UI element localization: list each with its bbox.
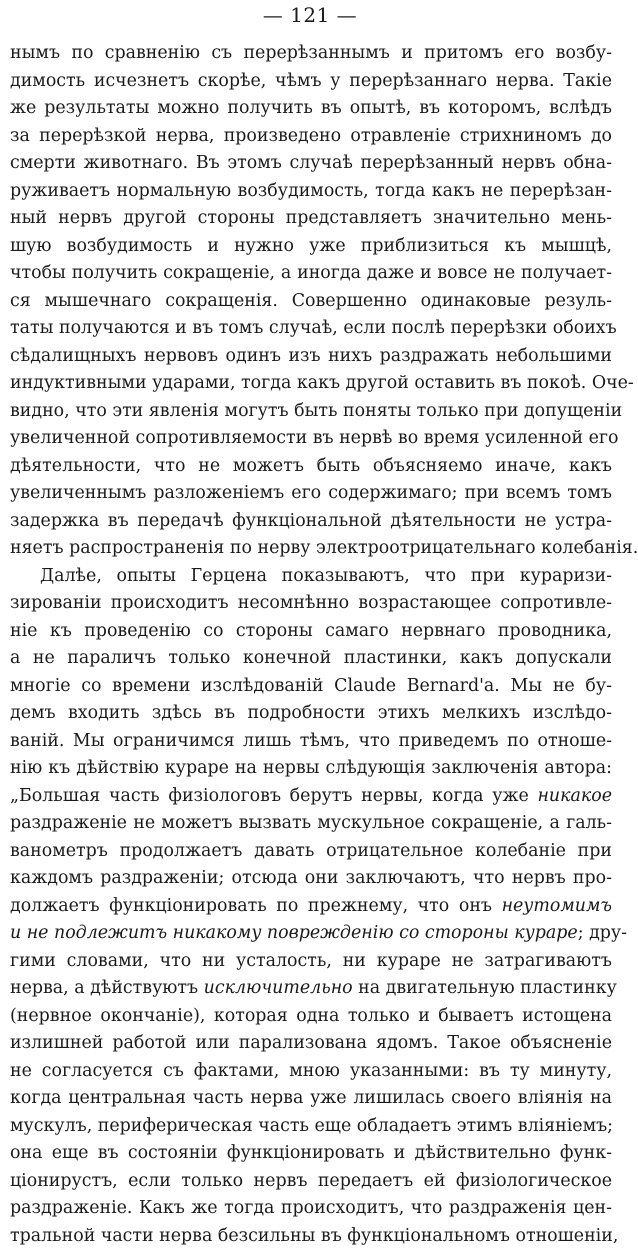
paragraph-start-line: Далѣе, опыты Герцена показываютъ, что при кураризи- — [10, 563, 612, 591]
text-line: руживаетъ нормальную возбудимость, тогда какъ не перерѣзан- — [10, 178, 612, 206]
text-line: когда центральная часть нерва уже лишилась своего вліянія на — [10, 1085, 612, 1113]
text-line: тральной части нерва безсильны въ функціональномъ отношеніи, — [10, 1223, 612, 1250]
quote-text: „Большая часть физіологовъ берутъ нервы, когда уже — [10, 786, 537, 806]
text-line: сѣдалищныхъ нервовъ одинъ изъ нихъ раздражать небольшими — [10, 343, 612, 371]
text-line: не согласуется съ фактами, мною указанными: въ ту минуту, — [10, 1058, 612, 1086]
paragraph-end-line: няетъ распространенія по нерву электроотрицательнаго колебанія. — [10, 535, 612, 563]
text-line: шую возбудимость и нужно уже приблизиться къ мышцѣ, — [10, 233, 612, 261]
text-line: нію къ дѣйствію кураре на нервы слѣдующія заключенія автора: — [10, 755, 612, 783]
text-line: за перерѣзкой нерва, произведено отравленіе стрихниномъ до — [10, 123, 612, 151]
text-line: видно, что эти явленія могутъ быть поняты только при допущеніи — [10, 398, 612, 426]
text-line: смерти животнаго. Въ этомъ случаѣ перерѣзанный нервъ обна- — [10, 150, 612, 178]
text-line: таты получаются и въ томъ случаѣ, если послѣ перерѣзки обоихъ — [10, 315, 612, 343]
body-text — [10, 40, 612, 1250]
text-line: гими словами, что ни усталость, ни кураре не затрагиваютъ — [10, 948, 612, 976]
italic-text: неутомимъ — [502, 896, 612, 916]
text-line: каждомъ раздраженіи; отсюда они заключаютъ, что нервъ про- — [10, 865, 612, 893]
text-line: излишней работой или парализована ядомъ. Такое объясненіе — [10, 1030, 612, 1058]
page-number: — 121 — — [0, 2, 620, 28]
text-line — [10, 920, 612, 948]
line-text: на двигательную пластинку — [353, 978, 617, 998]
italic-text: никакое — [537, 786, 612, 806]
text-line: а не параличъ только конечной пластинки, какъ допускали — [10, 645, 612, 673]
text-line: многіе со времени изслѣдованій Claude Bernard'а. Мы не бу- — [10, 673, 612, 701]
text-line: нымъ по сравненію съ перерѣзаннымъ и притомъ его возбу- — [10, 40, 612, 68]
text-line: ціонирустъ, если только нервъ передаетъ ей физіологическое — [10, 1168, 612, 1196]
text-line — [10, 893, 612, 921]
text-line: дѣятельности, что не можетъ быть объясняемо иначе, какъ — [10, 453, 612, 481]
text-line: (нервное окончаніе), которая одна только и бываетъ истощена — [10, 1003, 612, 1031]
text-line: ванометръ продолжаетъ давать отрицательное колебаніе при — [10, 838, 612, 866]
text-line: чтобы получить сокращеніе, а иногда даже и вовсе не получает- — [10, 260, 612, 288]
text-line: увеличеннымъ разложеніемъ его содержимаго; при всемъ томъ — [10, 480, 612, 508]
italic-text: и не подлежитъ никакому поврежденію со стороны кураре — [10, 923, 578, 943]
text-line: ніе къ проведенію со стороны самаго нервнаго проводника, — [10, 618, 612, 646]
text-line: мускулъ, периферическая часть еще обладаетъ этимъ вліяніемъ; — [10, 1113, 612, 1141]
text-line: раздраженіе. Какъ же тогда происходитъ, что раздраженія цен- — [10, 1195, 612, 1223]
text-line: задержка въ передачѣ функціональной дѣятельности не устра- — [10, 508, 612, 536]
text-line: раздраженіе не можетъ вызвать мускульное сокращеніе, а галь- — [10, 810, 612, 838]
text-line — [10, 783, 612, 811]
line-text: должаетъ функціонировать по прежнему, что онъ — [10, 896, 502, 916]
line-text: нерва, а дѣйствуютъ — [10, 978, 204, 998]
text-line: она еще въ состояніи функціонировать и дѣйствительно функ- — [10, 1140, 612, 1168]
text-line: зированіи происходитъ несомнѣнно возрастающее сопротивле- — [10, 590, 612, 618]
text-line: же результаты можно получить въ опытѣ, въ которомъ, вслѣдъ — [10, 95, 612, 123]
text-line: увеличенной сопротивляемости въ нервѣ во время усиленной его — [10, 425, 612, 453]
text-line: демъ входить здѣсь въ подробности этихъ мелкихъ изслѣдо- — [10, 700, 612, 728]
text-line: ваній. Мы ограничимся лишь тѣмъ, что приведемъ по отноше- — [10, 728, 612, 756]
text-line: индуктивными ударами, тогда какъ другой оставить въ покоѣ. Оче- — [10, 370, 612, 398]
text-line: ный нервъ другой стороны представляетъ значительно мень- — [10, 205, 612, 233]
line-text: ; дру- — [578, 923, 627, 943]
text-line: димость исчезнетъ скорѣе, чѣмъ у перерѣзаннаго нерва. Такіе — [10, 68, 612, 96]
text-line — [10, 975, 612, 1003]
italic-text: исключительно — [204, 978, 353, 998]
text-line: ся мышечнаго сокращенія. Совершенно одинаковые резуль- — [10, 288, 612, 316]
